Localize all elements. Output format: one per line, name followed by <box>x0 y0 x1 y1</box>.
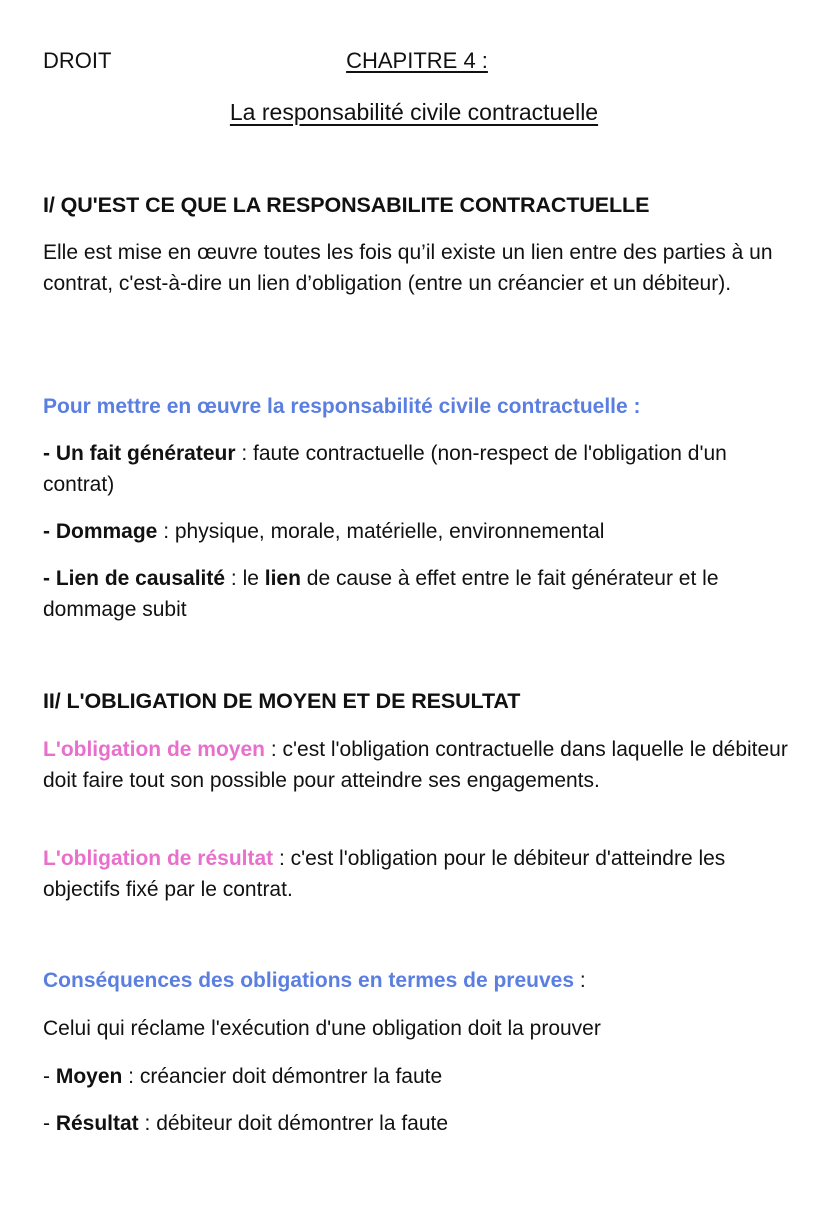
list-item-text: de cause à effet entre le fait générateur et le dommage subit <box>43 567 719 621</box>
list-item-resultat <box>43 1108 793 1139</box>
chapter-label: CHAPITRE 4 : <box>346 48 488 73</box>
list-item-text: : faute contractuelle (non-respect de l'obligation d'un contrat) <box>43 442 727 496</box>
section-2-intro: Celui qui réclame l'exécution d'une obligation doit la prouver <box>43 1017 601 1040</box>
list-item-term: Moyen <box>55 1065 123 1088</box>
list-item-dommage <box>43 516 793 547</box>
definition-text: : c'est l'obligation contractuelle dans laquelle le débiteur doit faire tout son possible pour atteindre ses engagements. <box>43 738 788 792</box>
definition-text: : c'est l'obligation pour le débiteur d'atteindre les objectifs fixé par le contrat. <box>43 847 726 901</box>
section-1-heading: I/ QU'EST CE QUE LA RESPONSABILITE CONTRACTUELLE <box>43 193 650 217</box>
list-item-fait-generateur <box>43 438 793 500</box>
list-item-prefix: - <box>43 567 56 590</box>
list-item-text: : créancier doit démontrer la faute <box>122 1065 443 1088</box>
list-item-term: Un fait générateur <box>55 442 236 465</box>
section-1-subheading: Pour mettre en œuvre la responsabilité civile contractuelle : <box>43 395 641 418</box>
list-item-term: Lien de causalité <box>55 567 226 590</box>
subheading-suffix: : <box>574 969 586 992</box>
section-2-subheading <box>43 965 793 996</box>
list-item-text: : le <box>225 567 265 590</box>
subject-label: DROIT <box>43 48 112 73</box>
list-item-lien-causalite <box>43 563 793 625</box>
page-title: La responsabilité civile contractuelle <box>229 99 599 125</box>
list-item-term: Dommage <box>55 520 158 543</box>
list-item-prefix: - <box>43 442 56 465</box>
subheading-text: Conséquences des obligations en termes de preuves <box>43 969 574 992</box>
definition-obligation-moyen <box>43 734 793 796</box>
list-item-emphasis: lien <box>264 567 301 590</box>
list-item-term: Résultat <box>55 1112 139 1135</box>
list-item-prefix: - <box>43 520 56 543</box>
section-2-heading: II/ L'OBLIGATION DE MOYEN ET DE RESULTAT <box>43 689 521 713</box>
definition-obligation-resultat <box>43 843 793 905</box>
list-item-prefix: - <box>43 1065 56 1088</box>
list-item-moyen <box>43 1061 793 1092</box>
definition-term: L'obligation de résultat <box>43 847 274 870</box>
list-item-text: : physique, morale, matérielle, environnemental <box>157 520 605 543</box>
definition-term: L'obligation de moyen <box>43 738 265 761</box>
list-item-text: : débiteur doit démontrer la faute <box>138 1112 449 1135</box>
section-1-body: Elle est mise en œuvre toutes les fois qu’il existe un lien entre des parties à un contrat, c'est-à-dire un lien d’obligation (entre un créancier et un débiteur). <box>43 241 773 295</box>
list-item-prefix: - <box>43 1112 56 1135</box>
